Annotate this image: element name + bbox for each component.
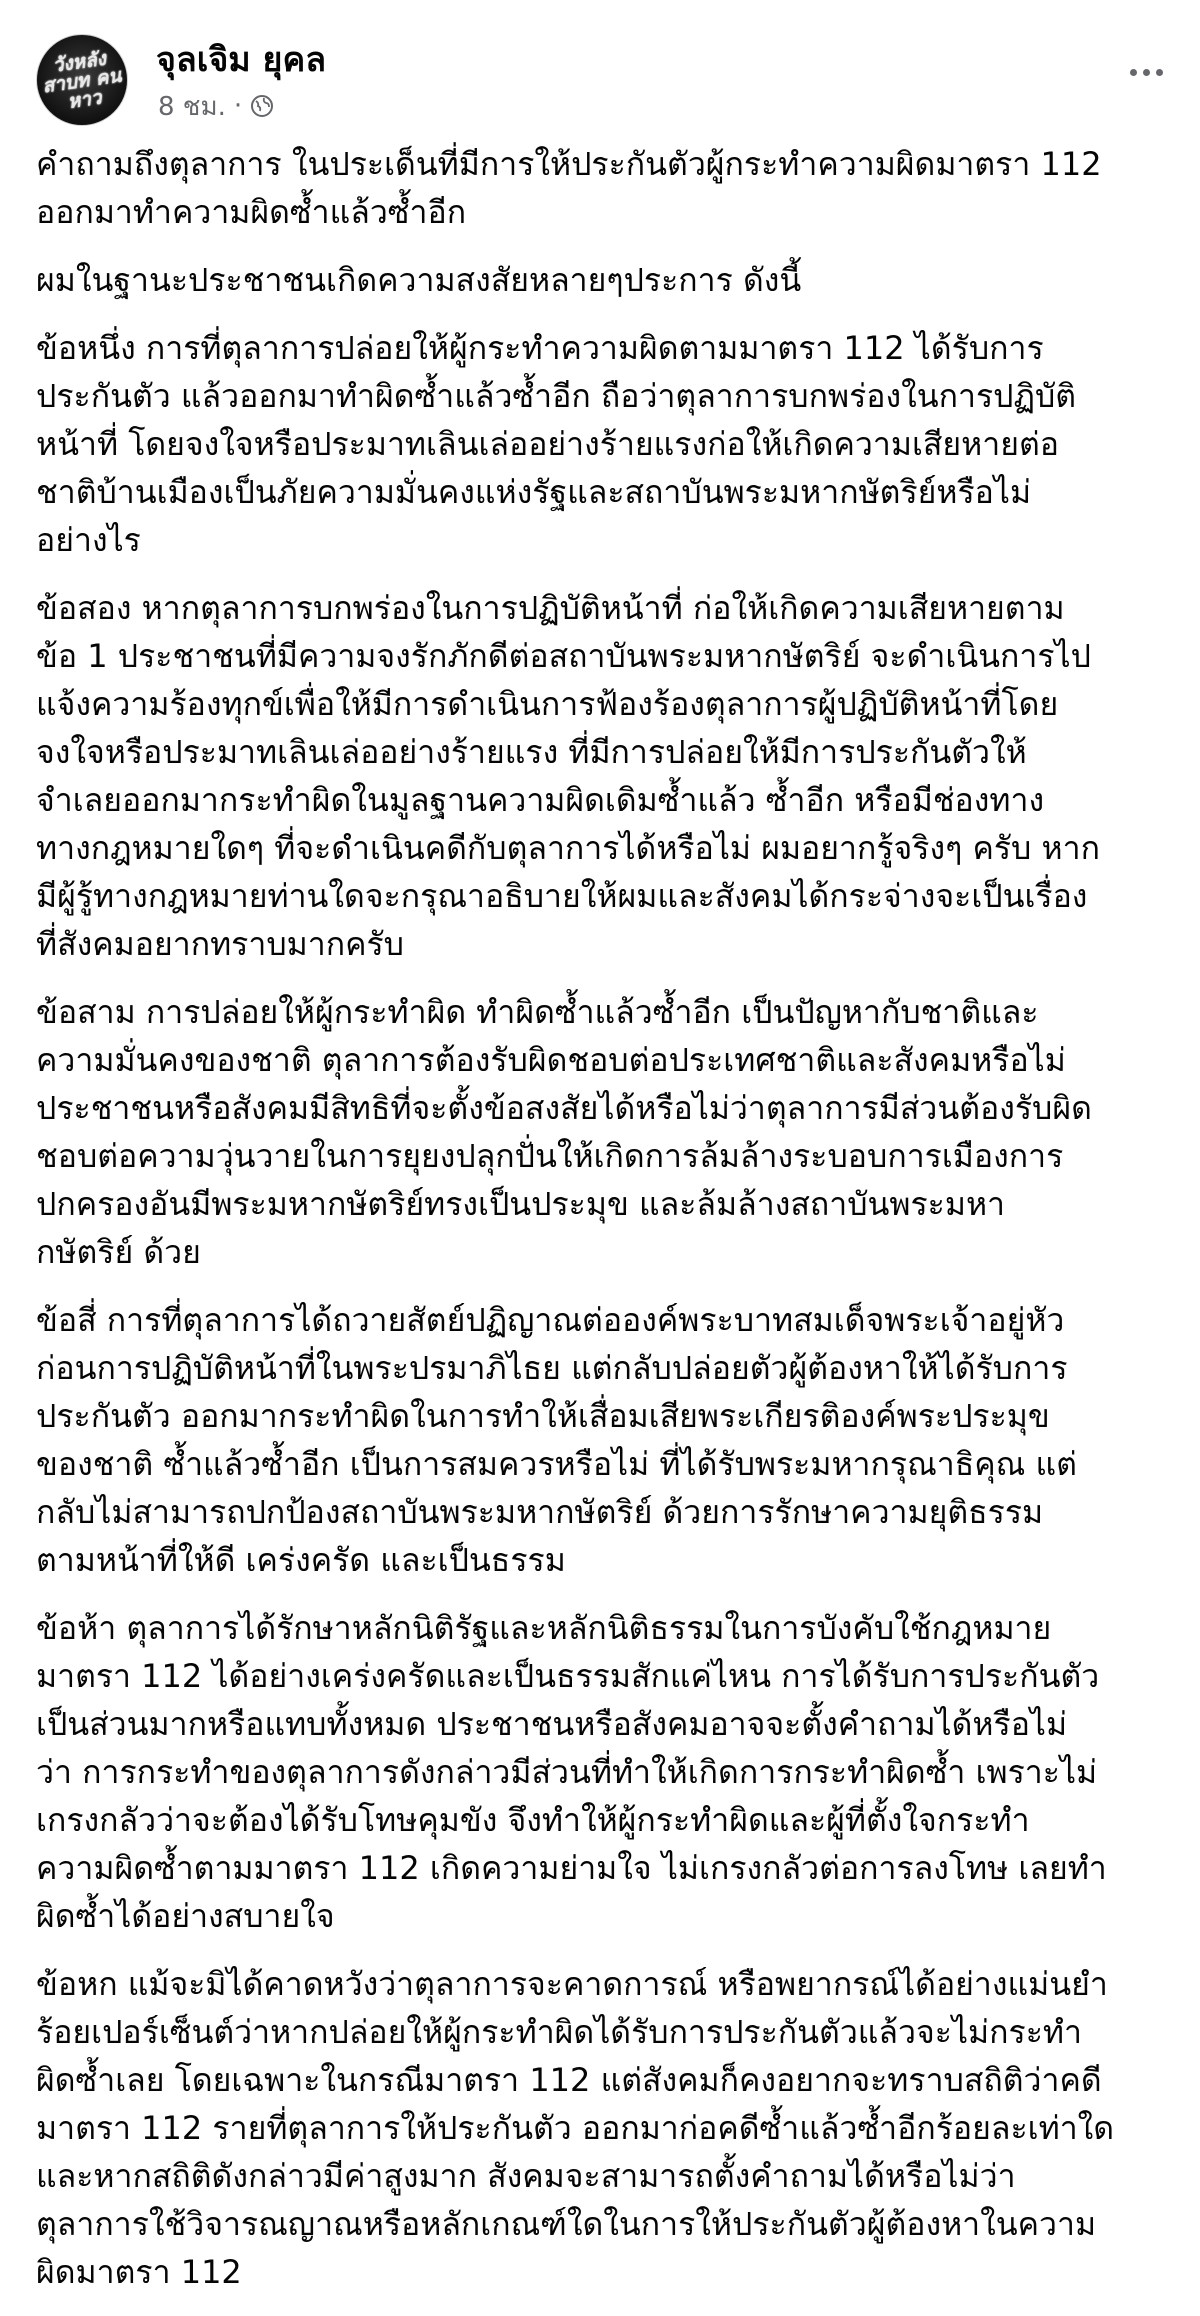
post-paragraph: ข้อห้า ตุลาการได้รักษาหลักนิติรัฐและหลักนิติธรรมในการบังคับใช้กฎหมาย มาตรา 112 ได้อย่างเคร่งครัดและเป็นธรรมสักแค่ไหน การได้รับการประกันตัว เป็นส่วนมากหรือแทบทั้งหมด ประชาชนหรือสังคมอาจจะตั้งคำถามได้หรือไม่ ว่า การกระทำของตุลาการดังกล่าวมีส่วนที่ทำให้เกิดการกระทำผิดซ้ำ เพราะไม่ เกรงกลัวว่าจะต้องได้รับโทษคุมขัง จึงทำให้ผู้กระทำผิดและผู้ที่ตั้งใจกระทำ ความผิดซ้ำตามมาตรา 112 เกิดความย่ามใจ ไม่เกรงกลัวต่อการลงโทษ เลยทำ ผิดซ้ำได้อย่างสบายใจ (36, 1609, 1107, 1935)
post-paragraph: ข้อหนึ่ง การที่ตุลาการปล่อยให้ผู้กระทำความผิดตามมาตรา 112 ได้รับการ ประกันตัว แล้วออกมาทำผิดซ้ำแล้วซ้ำอีก ถือว่าตุลาการบกพร่องในการปฏิบัติ หน้าที่ โดยจงใจหรือประมาทเลินเล่ออย่างร้ายแรงก่อให้เกิดความเสียหายต่อ ชาติบ้านเมืองเป็นภัยความมั่นคงแห่งรัฐและสถาบันพระมหากษัตริย์หรือไม่ อย่างไร (36, 329, 1077, 559)
post-body (36, 140, 1176, 2316)
more-options-button[interactable] (1116, 52, 1176, 92)
author-name[interactable]: จุลเจิม ยุคล (156, 40, 327, 80)
avatar[interactable] (36, 34, 128, 126)
more-options-icon (1130, 69, 1163, 76)
globe-icon[interactable] (250, 94, 274, 118)
meta-separator: · (233, 91, 243, 121)
post-paragraph: ข้อสาม การปล่อยให้ผู้กระทำผิด ทำผิดซ้ำแล้วซ้ำอีก เป็นปัญหากับชาติและ ความมั่นคงของชาติ ตุลาการต้องรับผิดชอบต่อประเทศชาติและสังคมหรือไม่ ประชาชนหรือสังคมมีสิทธิที่จะตั้งข้อสงสัยได้หรือไม่ว่าตุลาการมีส่วนต้องรับผิด ชอบต่อความวุ่นวายในการยุยงปลุกปั่นให้เกิดการล้มล้างระบอบการเมืองการ ปกครองอันมีพระมหากษัตริย์ทรงเป็นประมุข และล้มล้างสถาบันพระมหา กษัตริย์ ด้วย (36, 993, 1092, 1271)
post-header (36, 34, 1176, 134)
post-paragraph: ผมในฐานะประชาชนเกิดความสงสัยหลายๆประการ ดังนี้ (36, 261, 802, 299)
post-paragraph: ข้อสี่ การที่ตุลาการได้ถวายสัตย์ปฏิญาณต่อองค์พระบาทสมเด็จพระเจ้าอยู่หัว ก่อนการปฏิบัติหน้าที่ในพระปรมาภิไธย แต่กลับปล่อยตัวผู้ต้องหาให้ได้รับการ ประกันตัว ออกมากระทำผิดในการทำให้เสื่อมเสียพระเกียรติองค์พระประมุข ของชาติ ซ้ำแล้วซ้ำอีก เป็นการสมควรหรือไม่ ที่ได้รับพระมหากรุณาธิคุณ แต่ กลับไม่สามารถปกป้องสถาบันพระมหากษัตริย์ ด้วยการรักษาความยุติธรรม ตามหน้าที่ให้ดี เคร่งครัด และเป็นธรรม (36, 1301, 1077, 1579)
avatar-logo-text: วังหลัง สาบท คนหาว (41, 47, 123, 114)
post-paragraph: ข้อสอง หากตุลาการบกพร่องในการปฏิบัติหน้าที่ ก่อให้เกิดความเสียหายตาม ข้อ 1 ประชาชนที่มีความจงรักภักดีต่อสถาบันพระมหากษัตริย์ จะดำเนินการไป แจ้งความร้องทุกข์เพื่อให้มีการดำเนินการฟ้องร้องตุลาการผู้ปฏิบัติหน้าที่โดย จงใจหรือประมาทเลินเล่ออย่างร้ายแรง ที่มีการปล่อยให้มีการประกันตัวให้ จำเลยออกมากระทำผิดในมูลฐานความผิดเดิมซ้ำแล้ว ซ้ำอีก หรือมีช่องทาง ทางกฎหมายใดๆ ที่จะดำเนินคดีกับตุลาการได้หรือไม่ ผมอยากรู้จริงๆ ครับ หาก มีผู้รู้ทางกฎหมายท่านใดจะกรุณาอธิบายให้ผมและสังคมได้กระจ่างจะเป็นเรื่อง ที่สังคมอยากทราบมากครับ (36, 589, 1100, 963)
post-meta (158, 86, 274, 126)
post-timestamp[interactable]: 8 ชม. (158, 91, 226, 122)
post-paragraph: ข้อหก แม้จะมิได้คาดหวังว่าตุลาการจะคาดการณ์ หรือพยากรณ์ได้อย่างแม่นยำ ร้อยเปอร์เซ็นต์ว่าหากปล่อยให้ผู้กระทำผิดได้รับการประกันตัวแล้วจะไม่กระทำ ผิดซ้ำเลย โดยเฉพาะในกรณีมาตรา 112 แต่สังคมก็คงอยากจะทราบสถิติว่าคดี มาตรา 112 รายที่ตุลาการให้ประกันตัว ออกมาก่อคดีซ้ำแล้วซ้ำอีกร้อยละเท่าใด และหากสถิติดังกล่าวมีค่าสูงมาก สังคมจะสามารถตั้งคำถามได้หรือไม่ว่า ตุลาการใช้วิจารณญาณหรือหลักเกณฑ์ใดในการให้ประกันตัวผู้ต้องหาในความ ผิดมาตรา 112 (36, 1965, 1115, 2291)
post-paragraph: คำถามถึงตุลาการ ในประเด็นที่มีการให้ประกันตัวผู้กระทำความผิดมาตรา 112 ออกมาทำความผิดซ้ำแล้วซ้ำอีก (36, 145, 1102, 231)
